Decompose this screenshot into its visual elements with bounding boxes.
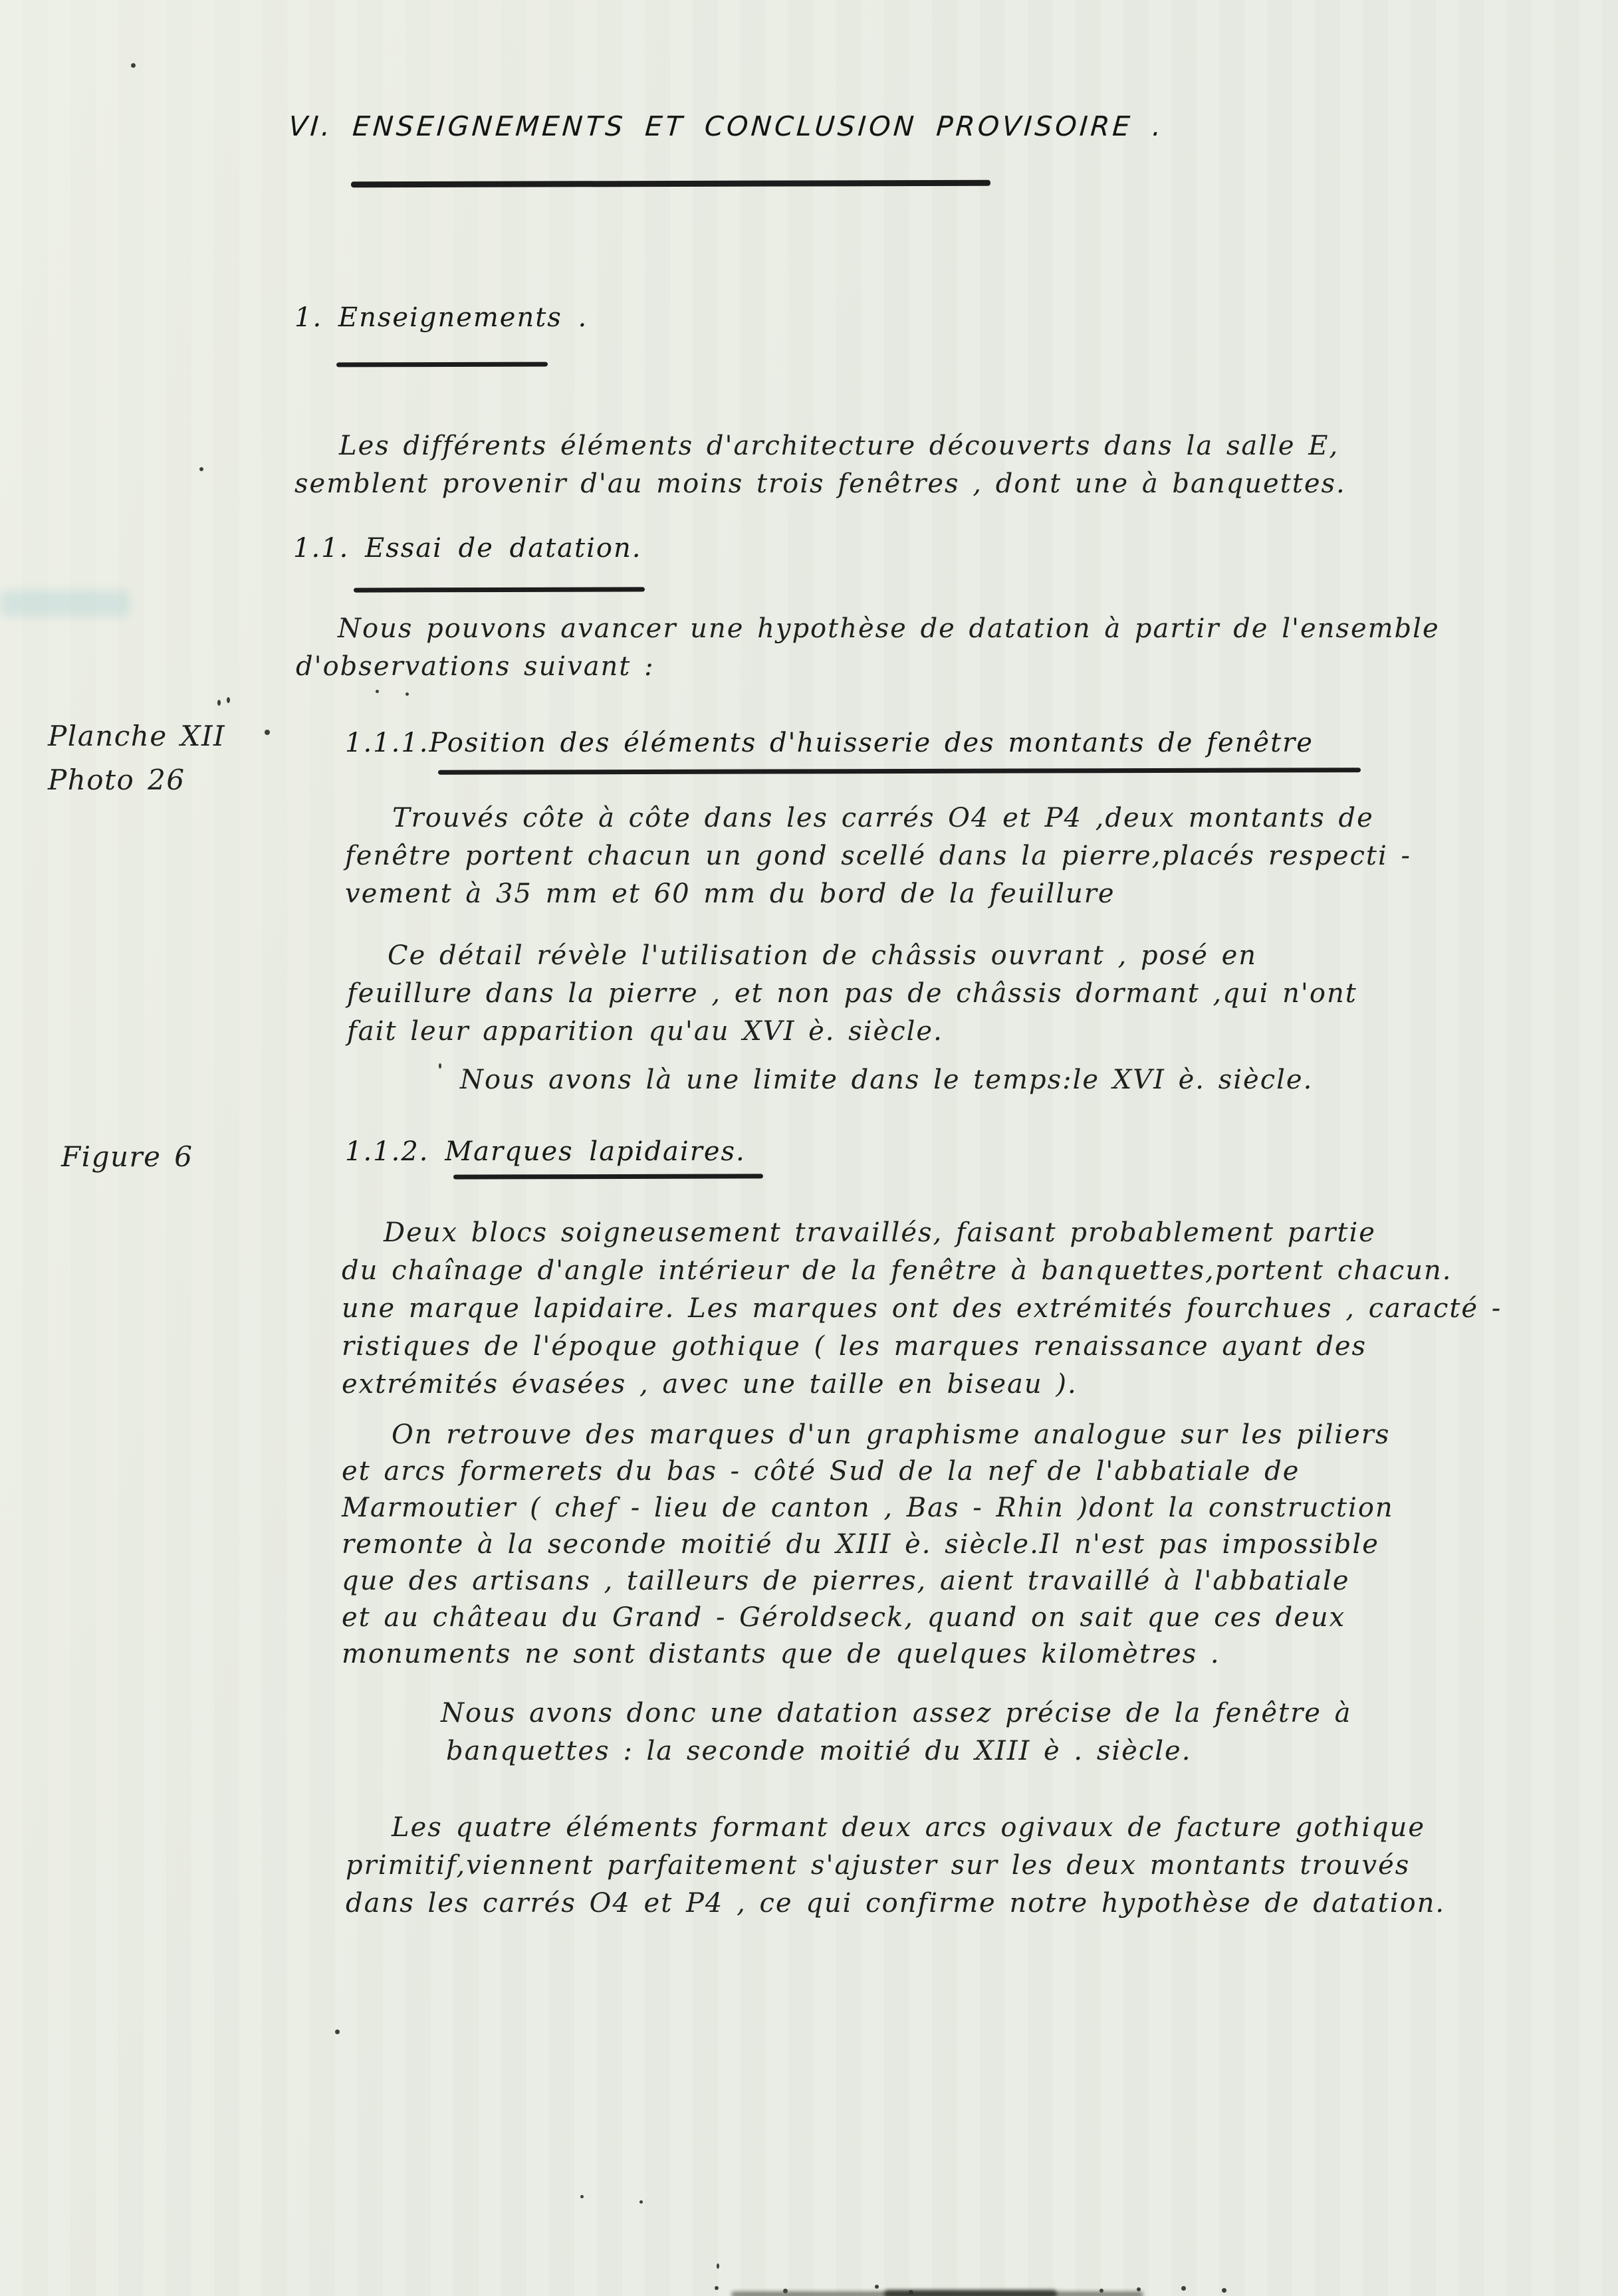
text-line: banquettes : la seconde moitié du XIII è . siècle. — [446, 1736, 1192, 1766]
text-line: dans les carrés O4 et P4 , ce qui confirme notre hypothèse de datation. — [346, 1888, 1446, 1919]
text-line: que des artisans , tailleurs de pierres, aient travaillé à l'abbatiale — [342, 1566, 1350, 1596]
ink-speck — [715, 2286, 719, 2290]
section-heading-1-1 — [293, 530, 641, 568]
bottom-smudge — [884, 2290, 1057, 2296]
title-underline — [351, 180, 990, 188]
text-line: Nous pouvons avancer une hypothèse de datation à partir de l'ensemble — [338, 613, 1440, 644]
text-line: et arcs formerets du bas - côté Sud de la nef de l'abbatiale de — [342, 1456, 1300, 1487]
heading-text: 1.1.1.Position des éléments d'huisserie des montants de fenêtre — [345, 728, 1314, 758]
ink-speck — [131, 63, 136, 68]
paragraph-trouves — [345, 799, 1411, 913]
paragraph-marques — [342, 1417, 1394, 1673]
paragraph-quatre — [346, 1809, 1445, 1923]
margin-note-line: Planche XII — [48, 720, 226, 752]
section-heading-1-1-1 — [345, 724, 1314, 762]
heading-text: 1.1.2. Marques lapidaires. — [345, 1136, 746, 1167]
heading-text: 1. Enseignements . — [294, 302, 588, 333]
text-line: du chaînage d'angle intérieur de la fenêtre à banquettes,portent chacun. — [342, 1255, 1452, 1286]
heading-1-1-1-underline — [438, 768, 1361, 775]
text-line: vement à 35 mm et 60 mm du bord de la feuillure — [345, 879, 1115, 909]
ink-speck — [639, 2200, 643, 2204]
ink-speck — [405, 692, 409, 696]
ink-speck — [199, 467, 203, 471]
heading-text: 1.1. Essai de datation. — [293, 533, 642, 564]
ink-speck — [717, 2263, 719, 2269]
heading-1-1-2-underline — [453, 1174, 763, 1179]
text-line: fenêtre portent chacun un gond scellé dans la pierre,placés respecti - — [345, 841, 1412, 871]
paragraph-limite — [460, 1061, 1313, 1099]
text-line: Les quatre éléments formant deux arcs ogivaux de facture gothique — [392, 1812, 1426, 1843]
text-line: Trouvés côte à côte dans les carrés O4 et P4 ,deux montants de — [392, 803, 1374, 833]
ink-speck — [875, 2285, 879, 2289]
paragraph-hypothese — [296, 610, 1440, 686]
text-line: Les différents éléments d'architecture découverts dans la salle E, — [339, 431, 1339, 461]
ink-speck — [1222, 2288, 1226, 2293]
ink-speck — [217, 700, 221, 706]
margin-note-line: Photo 26 — [48, 764, 185, 796]
text-line: Ce détail révèle l'utilisation de châssis ouvrant , posé en — [388, 940, 1258, 971]
heading-1-underline — [336, 362, 548, 367]
ink-speck — [580, 2195, 584, 2198]
text-line: remonte à la seconde moitié du XIII è. siècle.Il n'est pas impossible — [342, 1529, 1379, 1560]
text-line: et au château du Grand - Géroldseck, quand on sait que ces deux — [342, 1602, 1346, 1633]
text-line: Nous avons donc une datation assez précise de la fenêtre à — [441, 1698, 1352, 1728]
paragraph-blocs — [342, 1214, 1502, 1404]
ink-speck — [265, 730, 270, 735]
ink-speck — [1181, 2286, 1186, 2291]
text-line: Deux blocs soigneusement travaillés, faisant probablement partie — [384, 1217, 1376, 1248]
text-line: extrémités évasées , avec une taille en biseau ). — [342, 1369, 1078, 1400]
scan-artifact-band — [0, 590, 130, 617]
section-heading-1-1-2 — [345, 1133, 746, 1171]
text-line: On retrouve des marques d'un graphisme analogue sur les piliers — [392, 1419, 1391, 1450]
text-line: primitif,viennent parfaitement s'ajuster sur les deux montants trouvés — [346, 1850, 1411, 1881]
heading-1-1-underline — [354, 587, 645, 592]
section-heading-1 — [294, 299, 588, 337]
text-line: d'observations suivant : — [296, 651, 655, 682]
margin-note-figure — [61, 1135, 193, 1179]
margin-note-line: Figure 6 — [61, 1140, 193, 1173]
ink-speck — [227, 697, 230, 703]
margin-note-planche-photo — [48, 714, 225, 802]
text-line: semblent provenir d'au moins trois fenêtres , dont une à banquettes. — [294, 469, 1346, 499]
text-line: feuillure dans la pierre , et non pas de châssis dormant ,qui n'ont — [347, 978, 1357, 1009]
page-title: VI. ENSEIGNEMENTS ET CONCLUSION PROVISOIRE . — [287, 110, 1165, 142]
text-line: Nous avons là une limite dans le temps:le XVI è. siècle. — [460, 1065, 1314, 1095]
text-line: ristiques de l'époque gothique ( les marques renaissance ayant des — [342, 1331, 1367, 1362]
text-line: Marmoutier ( chef - lieu de canton , Bas - Rhin )dont la construction — [342, 1493, 1394, 1523]
ink-speck — [439, 1063, 441, 1069]
paragraph-intro — [294, 427, 1346, 503]
text-line: fait leur apparition qu'au XVI è. siècle. — [347, 1016, 943, 1047]
paragraph-detail — [347, 937, 1357, 1051]
ink-speck — [376, 690, 379, 693]
ink-speck — [335, 2030, 340, 2034]
paragraph-datation — [441, 1695, 1351, 1770]
text-line: monuments ne sont distants que de quelques kilomètres . — [342, 1639, 1220, 1669]
text-line: une marque lapidaire. Les marques ont des extrémités fourchues , caracté - — [342, 1293, 1502, 1324]
